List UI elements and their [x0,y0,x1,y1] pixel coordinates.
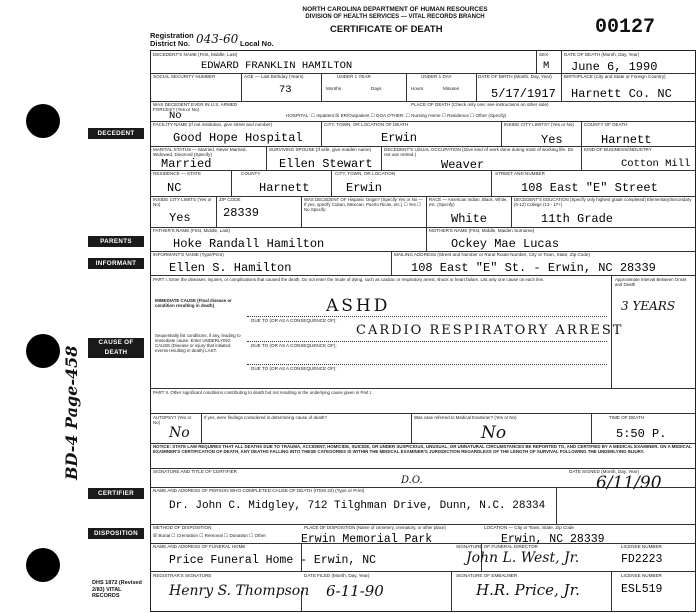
label-hours: Hours [411,86,424,91]
local-no-label: Local No. [240,39,274,48]
margin-note: BD-4 Page-458 [62,345,81,480]
punch-hole [26,104,60,138]
label-registrar: REGISTRAR'S SIGNATURE [153,573,212,578]
label-residence-state: RESIDENCE — STATE [153,171,202,176]
mailing-address: 108 East "E" St. - Erwin, NC 28339 [411,261,656,275]
label-dob: DATE OF BIRTH (Month, Day, Year) [478,74,552,79]
residence-inside-city: Yes [169,211,191,225]
label-birthplace: BIRTHPLACE (City and State or Foreign Country) [564,74,666,79]
autopsy-value: No [169,425,190,441]
label-months: Months [326,86,342,91]
label-embalmer: SIGNATURE OF EMBALMER [456,573,518,578]
label-race: RACE — American Indian, Black, White, etc. (Specify) [429,197,508,207]
place-of-death-options: HOSPITAL: ☐ Inpatient ☒ ER/Outpatient ☐ DOA OTHER: ☐ Nursing Home ☐ Residence ☐ Other (Specify) [286,113,507,118]
due-to-cause-b: CARDIO RESPIRATORY ARREST [356,323,624,338]
label-interval: Approximate Interval Between Onset and Death [615,277,687,287]
punch-hole [26,334,60,368]
disposition-options: ☒ Burial ☐ Cremation ☐ Removal ☐ Donation ☐ Other [153,533,267,538]
race: White [451,212,488,226]
funeral-director-signature: John L. West, Jr. [466,550,580,566]
label-mailing-address: MAILING ADDRESS (Street and Number or Rural Route Number, City or Town, State, Zip Code) [394,252,590,257]
registrar-signature: Henry S. Thompson [169,583,310,599]
disposition-location: Erwin, NC 28339 [501,533,605,546]
side-label-decedent: DECEDENT [88,128,144,139]
label-education: DECEDENT'S EDUCATION (Specify only highest grade completed) Elementary/Secondary (0-12) College (13 - 17+) [514,197,692,207]
side-label-cause-of-death: CAUSE OF DEATH [88,338,144,358]
birthplace: Harnett Co. NC [571,87,672,101]
label-mother: MOTHER'S NAME (First, Middle, Maiden Surname) [429,228,535,233]
label-informant: INFORMANT'S NAME (Type/Print) [153,252,224,257]
label-immediate-cause: IMMEDIATE CAUSE (Final disease or condition resulting in death) [155,298,232,308]
label-ssn: SOCIAL SECURITY NUMBER [153,74,216,79]
label-funeral-home: NAME AND ADDRESS OF FUNERAL HOME [153,544,246,549]
label-due-to-c: DUE TO (OR AS A CONSEQUENCE OF): [251,366,337,371]
label-due-to-b: DUE TO (OR AS A CONSEQUENCE OF): [251,343,337,348]
side-label-parents: PARENTS [88,236,144,247]
label-certifier-signature: SIGNATURE AND TITLE OF CERTIFIER [153,469,237,474]
label-under-1-day: UNDER 1 DAY [421,74,452,79]
armed-forces-value: No [169,110,182,122]
label-age: AGE — Last Birthday (Years) [244,74,304,79]
label-res-city: CITY, TOWN, OR LOCATION [335,171,396,176]
label-county-of-death: COUNTY OF DEATH [584,122,628,127]
embalmer-signature: H.R. Price, Jr. [476,581,580,599]
label-father: FATHER'S NAME (First, Middle, Last) [153,228,230,233]
label-business: KIND OF BUSINESS/INDUSTRY [584,147,652,152]
side-label-disposition: DISPOSITION [88,528,144,539]
district-label: District No. [150,39,191,48]
side-label-informant: INFORMANT [88,258,144,269]
kind-of-business: Cotton Mill [621,158,691,170]
education: 11th Grade [541,212,614,226]
label-minutes: Minutes [443,86,460,91]
street-address: 108 East "E" Street [521,181,658,195]
county-of-death: Harnett [601,133,652,147]
side-label-certifier: CERTIFIER [88,488,144,499]
label-license-2: LICENSE NUMBER [621,573,662,578]
label-res-county: COUNTY [241,171,261,176]
sex-value: M [543,60,550,72]
date-of-birth: 5/17/1917 [491,87,556,101]
label-armed-forces: WAS DECEDENT EVER IN U.S. ARMED FORCES? (Yes or No) [153,102,238,113]
punch-hole [26,548,60,582]
label-street: STREET AND NUMBER [495,171,545,176]
label-part1: PART I. Enter the diseases, injuries, or complications that caused the death. Do not enter the mode of dying, such as cardiac or respiratory arrest, shock or heart failure. List only one cause on each line. [153,277,545,282]
funeral-home: Price Funeral Home - Erwin, NC [169,554,377,567]
label-sequential: Sequentially list conditions, if any, leading to immediate cause. Enter UNDERLYING CAUSE (Disease or injury that initiated events resulting in death) LAST. [155,333,241,353]
label-due-to-a: DUE TO (OR AS A CONSEQUENCE OF): [251,318,337,323]
label-under-1-year: UNDER 1 YEAR [337,74,371,79]
mother-name: Ockey Mae Lucas [451,237,560,251]
informant-name: Ellen S. Hamilton [169,261,292,275]
label-inside-city-limits: INSIDE CITY LIMITS? (Yes or No) [504,122,574,127]
label-funeral-director: SIGNATURE OF FUNERAL DIRECTOR [456,544,538,549]
license-number-2: ESL519 [621,583,663,596]
label-res-inside-city: INSIDE CITY LIMITS (Yes or No) [153,197,212,208]
label-method-disposition: METHOD OF DISPOSITION [153,525,212,530]
label-place-of-death: PLACE OF DEATH (Check only one; see instructions on other side) [411,102,549,107]
certifier-initials: D.O. [401,475,423,486]
division-line: DIVISION OF HEALTH SERVICES — VITAL RECORDS BRANCH [305,14,485,20]
label-spouse: SURVIVING SPOUSE (If wife, give maiden name) [269,147,372,152]
label-occupation: DECEDENT'S USUAL OCCUPATION (Give kind of work done during most of working life. Do not use retired.) [384,147,574,158]
age-value: 73 [279,84,292,96]
residence-county: Harnett [259,181,310,195]
label-facility: FACILITY NAME (If not institution, give street and number) [153,122,273,127]
label-decedent-name: DECEDENT'S NAME (First, Middle, Last) [153,52,238,57]
label-days: Days [371,86,382,91]
inside-city-limits: Yes [541,133,563,147]
label-autopsy: AUTOPSY? (Yes or No) [153,415,192,425]
label-part2: PART II. Other significant conditions contributing to death but not resulting in the underlying cause given in Part I. [153,390,373,395]
decedent-name: EDWARD FRANKLIN HAMILTON [201,60,353,72]
label-city-of-death: CITY, TOWN, OR LOCATION OF DEATH [324,122,409,127]
place-of-disposition: Erwin Memorial Park [301,533,433,546]
label-marital: MARITAL STATUS — Married, Never Married, Widowed, Divorced (Specify) [153,147,247,158]
label-date-of-death: DATE OF DEATH (Month, Day, Year) [564,52,640,57]
father-name: Hoke Randall Hamilton [173,237,325,251]
label-license-1: LICENSE NUMBER [621,544,662,549]
interval-value: 3 YEARS [621,299,676,313]
label-date-signed: DATE SIGNED (Month, Day, Year) [569,469,640,474]
label-certifier-address: NAME AND ADDRESS OF PERSON WHO COMPLETED CAUSE OF DEATH (ITEM 23) (Type or Print) [153,488,365,493]
agency-line: NORTH CAROLINA DEPARTMENT OF HUMAN RESOURCES [302,6,488,13]
district-number: 043-60 [196,32,239,46]
residence-state: NC [167,181,182,195]
city-of-death: Erwin [381,131,418,145]
date-of-death: June 6, 1990 [571,60,658,74]
certifier-name-address: Dr. John C. Midgley, 712 Tilghman Drive, Dunn, N.C. 28334 [169,500,546,512]
label-time-of-death: TIME OF DEATH [609,415,645,420]
form-identifier: DHS 1872 (Revised 2/83) VITAL RECORDS [92,580,142,599]
label-location: LOCATION — City or Town, State, Zip Code [484,525,574,530]
surviving-spouse: Ellen Stewart [279,157,373,171]
occupation: Weaver [441,158,485,172]
notice-text: NOTICE: STATE LAW REQUIRES THAT ALL DEATHS DUE TO TRAUMA, ACCIDENT, HOMICIDE, SUICIDE, OR UNDER SUSPICIOUS, UNUSUAL, OR UNNATURAL CIRCUMSTANCES BE REPORTED TO, AND CERTIFIED BY A MEDICAL EXAMINER. ON A MEDICAL EXAMINER'S CERTIFICATION OF DEATH, ANY DEATHS FALLING INTO THESE CATEGORIES IS WITHIN THE MEDICAL EXAMINER'S JURISDICTION REGARDLESS OF THE LENGTH OF SURVIVAL FOLLOWING THE UNDERLYING INJURY. [153,444,692,454]
label-autopsy-findings: If yes, were findings considered in determining cause of death? [204,415,327,420]
residence-city: Erwin [346,181,383,195]
zip-code: 28339 [223,206,260,220]
date-filed: 6-11-90 [326,582,384,600]
registration-label: Registration [150,31,194,40]
label-referred-me: Was case referred to Medical Examiner? (Yes or No) [414,415,517,420]
label-date-filed: DATE FILED (Month, Day, Year) [304,573,370,578]
license-number-1: FD2223 [621,553,663,566]
date-signed: 6/11/90 [596,473,662,493]
label-zip: ZIP CODE [219,197,241,202]
facility-name: Good Hope Hospital [173,131,303,145]
certificate-form [150,50,696,612]
certificate-number: 00127 [595,16,656,39]
label-hispanic: WAS DECEDENT OF Hispanic Origin? (Specify Yes or No — If yes, specify Cuban, Mexican, Puerto Rican, etc.) ☐ Yes ☐ No Specify: [304,197,423,212]
label-place-disposition: PLACE OF DISPOSITION (Name of cemetery, crematory, or other place) [304,525,446,530]
marital-status: Married [161,157,212,171]
label-sex: SEX [539,52,549,57]
referred-me-value: No [481,423,507,443]
page-title: CERTIFICATE OF DEATH [330,24,443,35]
time-of-death: 5:50 P. [616,427,667,441]
immediate-cause: ASHD [326,296,391,316]
